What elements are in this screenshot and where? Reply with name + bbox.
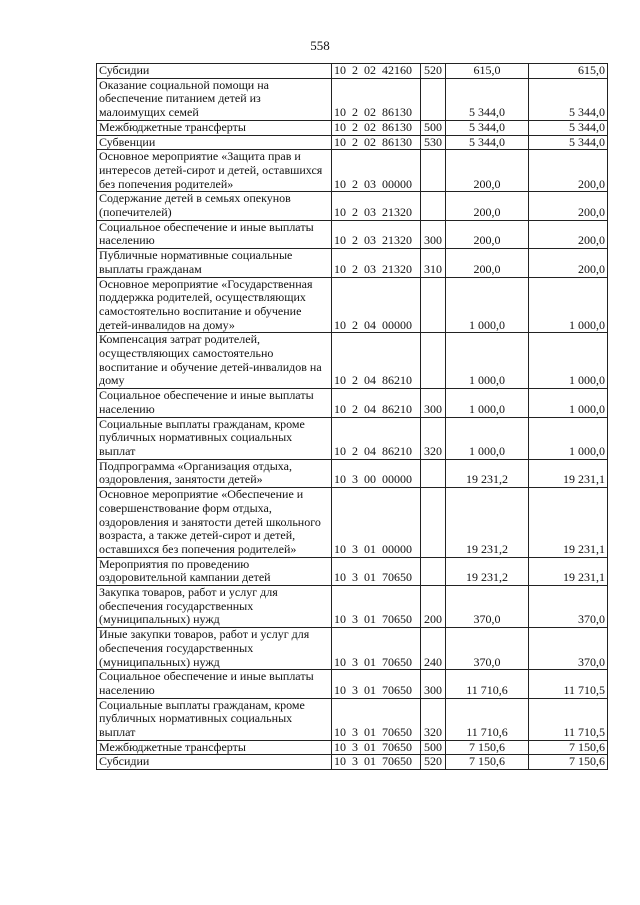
row-name-cell: Субвенции	[97, 135, 332, 150]
row-amount-1-cell: 11 710,6	[446, 698, 529, 740]
row-name-cell: Социальные выплаты гражданам, кроме публичных нормативных социальных выплат	[97, 698, 332, 740]
row-amount-2-cell: 11 710,5	[529, 670, 608, 698]
row-code-cell: 10 2 04 86210	[332, 389, 421, 417]
row-amount-1-cell: 5 344,0	[446, 135, 529, 150]
row-expense-type-cell: 520	[421, 755, 446, 770]
row-expense-type-cell: 500	[421, 120, 446, 135]
row-expense-type-cell: 300	[421, 389, 446, 417]
row-name-cell: Оказание социальной помощи на обеспечение питанием детей из малоимущих семей	[97, 78, 332, 120]
row-expense-type-cell: 320	[421, 698, 446, 740]
row-expense-type-cell: 530	[421, 135, 446, 150]
row-amount-2-cell: 200,0	[529, 150, 608, 192]
row-code-cell: 10 3 01 70650	[332, 670, 421, 698]
row-expense-type-cell	[421, 488, 446, 558]
row-code-cell: 10 2 03 21320	[332, 220, 421, 248]
row-amount-2-cell: 200,0	[529, 249, 608, 277]
row-expense-type-cell	[421, 150, 446, 192]
row-amount-2-cell: 5 344,0	[529, 120, 608, 135]
row-name-cell: Содержание детей в семьях опекунов (попечителей)	[97, 192, 332, 220]
row-code-cell: 10 3 00 00000	[332, 459, 421, 487]
row-amount-2-cell: 7 150,6	[529, 740, 608, 755]
row-amount-1-cell: 19 231,2	[446, 459, 529, 487]
table-row	[97, 277, 608, 333]
row-name-cell: Основное мероприятие «Защита прав и интересов детей-сирот и детей, оставшихся без попечения родителей»	[97, 150, 332, 192]
table-row	[97, 755, 608, 770]
page-number: 558	[310, 38, 330, 53]
row-amount-2-cell: 19 231,1	[529, 488, 608, 558]
row-code-cell: 10 3 01 70650	[332, 698, 421, 740]
row-name-cell: Социальное обеспечение и иные выплаты населению	[97, 670, 332, 698]
table-row	[97, 192, 608, 220]
row-code-cell: 10 2 02 86130	[332, 78, 421, 120]
row-name-cell: Мероприятия по проведению оздоровительной кампании детей	[97, 557, 332, 585]
row-code-cell: 10 2 03 21320	[332, 192, 421, 220]
row-amount-1-cell: 200,0	[446, 192, 529, 220]
row-amount-2-cell: 370,0	[529, 628, 608, 670]
row-amount-2-cell: 1 000,0	[529, 277, 608, 333]
table-row	[97, 698, 608, 740]
table-row	[97, 135, 608, 150]
row-code-cell: 10 2 02 86130	[332, 135, 421, 150]
row-amount-1-cell: 19 231,2	[446, 557, 529, 585]
table-row	[97, 557, 608, 585]
row-code-cell: 10 2 02 86130	[332, 120, 421, 135]
row-code-cell: 10 2 03 21320	[332, 249, 421, 277]
row-expense-type-cell	[421, 78, 446, 120]
row-name-cell: Межбюджетные трансферты	[97, 740, 332, 755]
row-code-cell: 10 3 01 70650	[332, 755, 421, 770]
budget-table-body	[97, 64, 608, 770]
row-amount-1-cell: 1 000,0	[446, 277, 529, 333]
row-name-cell: Субсидии	[97, 755, 332, 770]
row-amount-2-cell: 5 344,0	[529, 135, 608, 150]
row-amount-1-cell: 370,0	[446, 586, 529, 628]
row-expense-type-cell	[421, 557, 446, 585]
row-amount-2-cell: 19 231,1	[529, 557, 608, 585]
row-expense-type-cell	[421, 333, 446, 389]
table-row	[97, 586, 608, 628]
row-amount-1-cell: 11 710,6	[446, 670, 529, 698]
row-amount-1-cell: 5 344,0	[446, 78, 529, 120]
row-expense-type-cell: 200	[421, 586, 446, 628]
table-row	[97, 78, 608, 120]
row-expense-type-cell: 320	[421, 417, 446, 459]
row-amount-2-cell: 1 000,0	[529, 389, 608, 417]
row-expense-type-cell	[421, 277, 446, 333]
row-amount-2-cell: 200,0	[529, 192, 608, 220]
row-name-cell: Межбюджетные трансферты	[97, 120, 332, 135]
row-amount-1-cell: 200,0	[446, 150, 529, 192]
row-expense-type-cell: 240	[421, 628, 446, 670]
table-row	[97, 64, 608, 79]
row-code-cell: 10 2 02 42160	[332, 64, 421, 79]
row-amount-1-cell: 200,0	[446, 220, 529, 248]
row-expense-type-cell: 300	[421, 670, 446, 698]
row-expense-type-cell	[421, 459, 446, 487]
row-amount-1-cell: 7 150,6	[446, 755, 529, 770]
row-code-cell: 10 3 01 70650	[332, 628, 421, 670]
row-name-cell: Основное мероприятие «Обеспечение и совершенствование форм отдыха, оздоровления и занятости детей школьного возраста, а также детей-сирот и детей, оставшихся без попечения родителей»	[97, 488, 332, 558]
table-row	[97, 740, 608, 755]
row-amount-1-cell: 1 000,0	[446, 417, 529, 459]
row-name-cell: Социальное обеспечение и иные выплаты населению	[97, 389, 332, 417]
row-name-cell: Социальное обеспечение и иные выплаты населению	[97, 220, 332, 248]
row-code-cell: 10 2 03 00000	[332, 150, 421, 192]
row-code-cell: 10 3 01 70650	[332, 586, 421, 628]
row-amount-2-cell: 5 344,0	[529, 78, 608, 120]
row-expense-type-cell: 300	[421, 220, 446, 248]
row-name-cell: Социальные выплаты гражданам, кроме публичных нормативных социальных выплат	[97, 417, 332, 459]
row-code-cell: 10 2 04 86210	[332, 333, 421, 389]
row-amount-2-cell: 11 710,5	[529, 698, 608, 740]
row-expense-type-cell: 500	[421, 740, 446, 755]
row-amount-2-cell: 370,0	[529, 586, 608, 628]
row-amount-1-cell: 615,0	[446, 64, 529, 79]
table-row	[97, 459, 608, 487]
row-amount-1-cell: 7 150,6	[446, 740, 529, 755]
table-row	[97, 333, 608, 389]
row-name-cell: Иные закупки товаров, работ и услуг для обеспечения государственных (муниципальных) нужд	[97, 628, 332, 670]
row-code-cell: 10 3 01 00000	[332, 488, 421, 558]
table-row	[97, 120, 608, 135]
table-row	[97, 628, 608, 670]
row-code-cell: 10 3 01 70650	[332, 557, 421, 585]
row-amount-2-cell: 1 000,0	[529, 333, 608, 389]
table-row	[97, 220, 608, 248]
row-code-cell: 10 3 01 70650	[332, 740, 421, 755]
row-amount-2-cell: 19 231,1	[529, 459, 608, 487]
row-amount-2-cell: 1 000,0	[529, 417, 608, 459]
row-amount-1-cell: 370,0	[446, 628, 529, 670]
row-expense-type-cell	[421, 192, 446, 220]
table-row	[97, 417, 608, 459]
row-amount-1-cell: 5 344,0	[446, 120, 529, 135]
row-amount-1-cell: 19 231,2	[446, 488, 529, 558]
budget-table	[96, 63, 608, 770]
row-name-cell: Публичные нормативные социальные выплаты гражданам	[97, 249, 332, 277]
table-row	[97, 488, 608, 558]
row-name-cell: Компенсация затрат родителей, осуществляющих самостоятельно воспитание и обучение детей-инвалидов на дому	[97, 333, 332, 389]
table-row	[97, 389, 608, 417]
row-code-cell: 10 2 04 00000	[332, 277, 421, 333]
row-amount-1-cell: 200,0	[446, 249, 529, 277]
row-amount-2-cell: 200,0	[529, 220, 608, 248]
table-row	[97, 150, 608, 192]
row-amount-2-cell: 7 150,6	[529, 755, 608, 770]
row-name-cell: Подпрограмма «Организация отдыха, оздоровления, занятости детей»	[97, 459, 332, 487]
row-expense-type-cell: 310	[421, 249, 446, 277]
row-name-cell: Закупка товаров, работ и услуг для обеспечения государственных (муниципальных) нужд	[97, 586, 332, 628]
row-name-cell: Субсидии	[97, 64, 332, 79]
row-amount-2-cell: 615,0	[529, 64, 608, 79]
row-expense-type-cell: 520	[421, 64, 446, 79]
row-code-cell: 10 2 04 86210	[332, 417, 421, 459]
row-name-cell: Основное мероприятие «Государственная поддержка родителей, осуществляющих самостоятельно воспитание и обучение детей-инвалидов на дому»	[97, 277, 332, 333]
row-amount-1-cell: 1 000,0	[446, 389, 529, 417]
row-amount-1-cell: 1 000,0	[446, 333, 529, 389]
table-row	[97, 249, 608, 277]
table-row	[97, 670, 608, 698]
